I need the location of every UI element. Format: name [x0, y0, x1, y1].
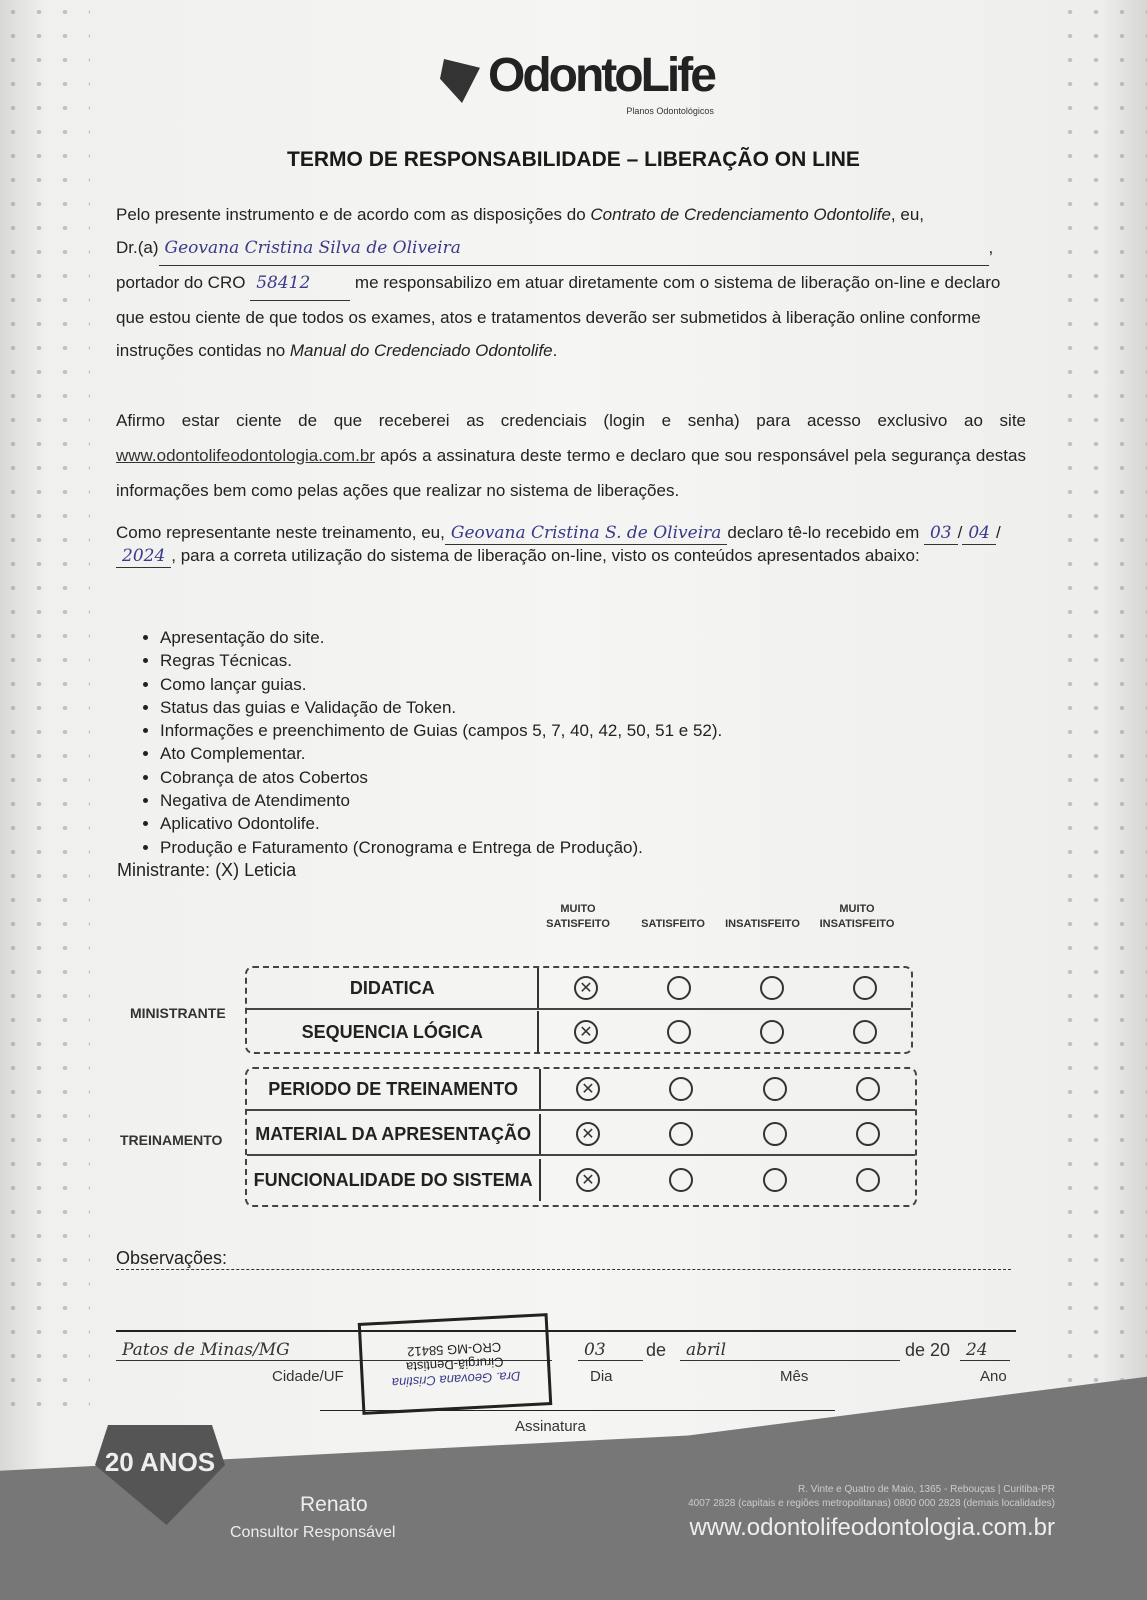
- rating-row: [247, 1011, 911, 1053]
- day-field[interactable]: 03: [578, 1340, 643, 1361]
- dr-name-field[interactable]: Geovana Cristina Silva de Oliveira: [159, 232, 989, 266]
- divider: [116, 1330, 1016, 1332]
- rating-radio[interactable]: [760, 976, 784, 1000]
- rating-item-label: SEQUENCIA LÓGICA: [247, 1011, 539, 1053]
- rating-cell: [728, 1077, 821, 1101]
- rating-row: [247, 1114, 915, 1156]
- site-link[interactable]: www.odontolifeodontologia.com.br: [116, 446, 375, 465]
- city-label: Cidade/UF: [272, 1368, 344, 1385]
- topic-item: • Ato Complementar.: [160, 742, 722, 765]
- month-label: Mês: [780, 1368, 809, 1385]
- paragraph-2: [116, 403, 1026, 508]
- year-label: Ano: [980, 1368, 1007, 1385]
- rating-radio[interactable]: [669, 1077, 693, 1101]
- rating-cell: [728, 1168, 821, 1192]
- consultant-name: Renato: [300, 1493, 368, 1516]
- text: após a assinatura deste termo e declaro que sou responsável pela segurança destas informações bem como pelas ações que realizar no sistema de liberações.: [116, 446, 1026, 500]
- topic-item: • Informações e preenchimento de Guias (campos 5, 7, 40, 42, 50, 51 e 52).: [160, 719, 722, 742]
- text: , para a correta utilização do sistema de liberação on-line, visto os conteúdos apresentados abaixo:: [171, 546, 920, 565]
- rating-cell: [725, 1020, 818, 1044]
- text: me responsabilizo em atuar diretamente com o sistema de liberação on-line e declaro que estou ciente de que todos os exames, atos e tratamentos deverão ser submetidos à liberação online conforme instruções contidas no: [116, 273, 1001, 360]
- topics-list: [160, 626, 722, 859]
- topic-item: • Produção e Faturamento (Cronograma e Entrega de Produção).: [160, 836, 722, 859]
- rating-item-label: MATERIAL DA APRESENTAÇÃO: [247, 1114, 541, 1154]
- dr-label: Dr.(a): [116, 238, 159, 257]
- col-header: SATISFEITO: [641, 918, 705, 930]
- col-header: MUITO INSATISFEITO: [819, 903, 895, 930]
- observacoes-label: Observações:: [116, 1248, 228, 1268]
- logo-subtitle: Planos Odontológicos: [626, 106, 714, 116]
- signature-label: Assinatura: [515, 1418, 586, 1435]
- anniversary-badge: 20 ANOS: [104, 1447, 216, 1477]
- paragraph-3: Como representante neste treinamento, eu, Geovana Cristina S. de Oliveira declaro tê-lo recebido em 03 / 04 /2024 , para a correta utilização do sistema de liberação on-line, visto os conteúdos apresentados abaixo:: [116, 523, 1001, 566]
- ministrante-checkbox[interactable]: (X): [215, 860, 240, 880]
- logo-wordmark: OdontoLife: [488, 49, 714, 102]
- topic-item: • Apresentação do site.: [160, 626, 722, 649]
- odontolife-logo: [440, 48, 714, 116]
- rating-cell: [818, 1020, 911, 1044]
- text: Como representante neste treinamento, eu,: [116, 523, 445, 542]
- year-field[interactable]: 24: [960, 1340, 1010, 1361]
- rating-group-ministrante: [245, 966, 913, 1054]
- topic-item: • Status das guias e Validação de Token.: [160, 696, 722, 719]
- topic-item: • Cobrança de atos Cobertos: [160, 766, 722, 789]
- observacoes-field[interactable]: [116, 1248, 1011, 1270]
- rating-cell: [822, 1168, 915, 1192]
- cro-label: portador do CRO: [116, 273, 246, 292]
- rating-row: [247, 1069, 915, 1111]
- rating-radio[interactable]: [763, 1122, 787, 1146]
- rating-cell: [635, 1077, 728, 1101]
- text: de 20: [905, 1340, 951, 1360]
- text: .: [552, 341, 558, 360]
- rating-cell: [818, 976, 911, 1000]
- rating-cell: [541, 1168, 634, 1192]
- rating-radio[interactable]: ✕: [576, 1077, 600, 1101]
- representative-name-field[interactable]: Geovana Cristina S. de Oliveira: [445, 522, 728, 545]
- stamp-line: Cirurgiã-Dentista: [405, 1353, 505, 1375]
- dentist-stamp: [358, 1313, 553, 1415]
- day-label: Dia: [590, 1368, 613, 1385]
- col-header: INSATISFEITO: [725, 918, 800, 930]
- rating-cell: [635, 1168, 728, 1192]
- ministrante-name: Leticia: [244, 860, 297, 880]
- decorative-dots-left: [0, 0, 90, 1420]
- rating-radio[interactable]: [667, 976, 691, 1000]
- rating-radio[interactable]: [669, 1168, 693, 1192]
- document-title: TERMO DE RESPONSABILIDADE – LIBERAÇÃO ON LINE: [287, 148, 860, 171]
- rating-cell: [822, 1122, 915, 1146]
- contract-name: Contrato de Credenciamento Odontolife: [590, 205, 891, 224]
- text: declaro tê-lo recebido em: [727, 523, 920, 542]
- text: Pelo presente instrumento e de acordo com as disposições do: [116, 205, 586, 224]
- rating-radio[interactable]: [669, 1122, 693, 1146]
- rating-cell: [539, 1020, 632, 1044]
- logo-icon: [440, 59, 480, 103]
- rating-cell: [541, 1077, 634, 1101]
- footer-phones: 4007 2828 (capitais e regiões metropolitanas) 0800 000 2828 (demais localidades): [688, 1498, 1055, 1509]
- rating-radio[interactable]: [763, 1077, 787, 1101]
- rating-cell: [632, 976, 725, 1000]
- rating-radio[interactable]: [760, 1020, 784, 1044]
- rating-cell: [728, 1122, 821, 1146]
- rating-row: [247, 968, 911, 1010]
- stamp-line: CRO-MG 58412: [406, 1339, 502, 1359]
- rating-item-label: DIDATICA: [247, 968, 539, 1008]
- decorative-dots-right: [1057, 0, 1147, 1420]
- rating-cell: [539, 976, 632, 1000]
- rating-item-label: FUNCIONALIDADE DO SISTEMA: [247, 1159, 541, 1201]
- rating-radio[interactable]: [853, 976, 877, 1000]
- group-label: TREINAMENTO: [120, 1132, 223, 1148]
- cro-field[interactable]: 58412: [250, 267, 350, 301]
- rating-radio[interactable]: [856, 1122, 880, 1146]
- rating-cell: [725, 976, 818, 1000]
- rating-item-label: PERIODO DE TREINAMENTO: [247, 1069, 541, 1109]
- topic-item: • Como lançar guias.: [160, 673, 722, 696]
- topic-item: • Regras Técnicas.: [160, 649, 722, 672]
- rating-radio[interactable]: ✕: [574, 1020, 598, 1044]
- rating-radio[interactable]: ✕: [574, 976, 598, 1000]
- ministrante-line: [117, 860, 296, 881]
- rating-radio[interactable]: [856, 1077, 880, 1101]
- rating-group-treinamento: [245, 1067, 917, 1207]
- rating-cell: [541, 1122, 634, 1146]
- col-header: MUITO SATISFEITO: [546, 903, 610, 930]
- consultant-role: Consultor Responsável: [230, 1524, 396, 1541]
- stamp-line: Dra. Geovana Cristina: [391, 1368, 521, 1390]
- manual-name: Manual do Credenciado Odontolife: [289, 341, 553, 360]
- city-field[interactable]: Patos de Minas/MG: [116, 1340, 552, 1361]
- ministrante-label: Ministrante:: [117, 860, 211, 880]
- topic-item: • Negativa de Atendimento: [160, 789, 722, 812]
- rating-radio[interactable]: [667, 1020, 691, 1044]
- text: de: [646, 1340, 667, 1360]
- topic-item: • Aplicativo Odontolife.: [160, 812, 722, 835]
- rating-radio[interactable]: ✕: [576, 1122, 600, 1146]
- rating-cell: [632, 1020, 725, 1044]
- rating-radio[interactable]: [763, 1168, 787, 1192]
- paragraph-1: Pelo presente instrumento e de acordo com as disposições do Contrato de Credenciamento Odontolife, eu, Dr.(a) Geovana Cristina Silva de Oliveira , portador do CRO 58412 me responsabilizo em atuar diretamente com o sistema de liberação on-line e declaro que estou ciente de que todos os exames, atos e tratamentos deverão ser submetidos à liberação online conforme instruções contidas no Manual do Credenciado Odontolife.: [116, 205, 1001, 360]
- rating-radio[interactable]: [853, 1020, 877, 1044]
- text: Afirmo estar ciente de que receberei as credenciais (login e senha) para acesso exclusivo ao site: [116, 411, 1026, 430]
- rating-radio[interactable]: [856, 1168, 880, 1192]
- rating-row: [247, 1159, 915, 1201]
- footer-website[interactable]: www.odontolifeodontologia.com.br: [689, 1514, 1055, 1541]
- month-field[interactable]: abril: [680, 1340, 900, 1361]
- date-month-field[interactable]: 04: [962, 522, 996, 545]
- text: , eu,: [890, 205, 925, 224]
- rating-cell: [635, 1122, 728, 1146]
- rating-cell: [822, 1077, 915, 1101]
- date-year-field[interactable]: 2024: [116, 545, 171, 568]
- date-day-field[interactable]: 03: [924, 522, 958, 545]
- group-label: MINISTRANTE: [130, 1005, 226, 1021]
- rating-radio[interactable]: ✕: [576, 1168, 600, 1192]
- footer-address: R. Vinte e Quatro de Maio, 1365 - Rebouças | Curitiba-PR: [798, 1484, 1055, 1495]
